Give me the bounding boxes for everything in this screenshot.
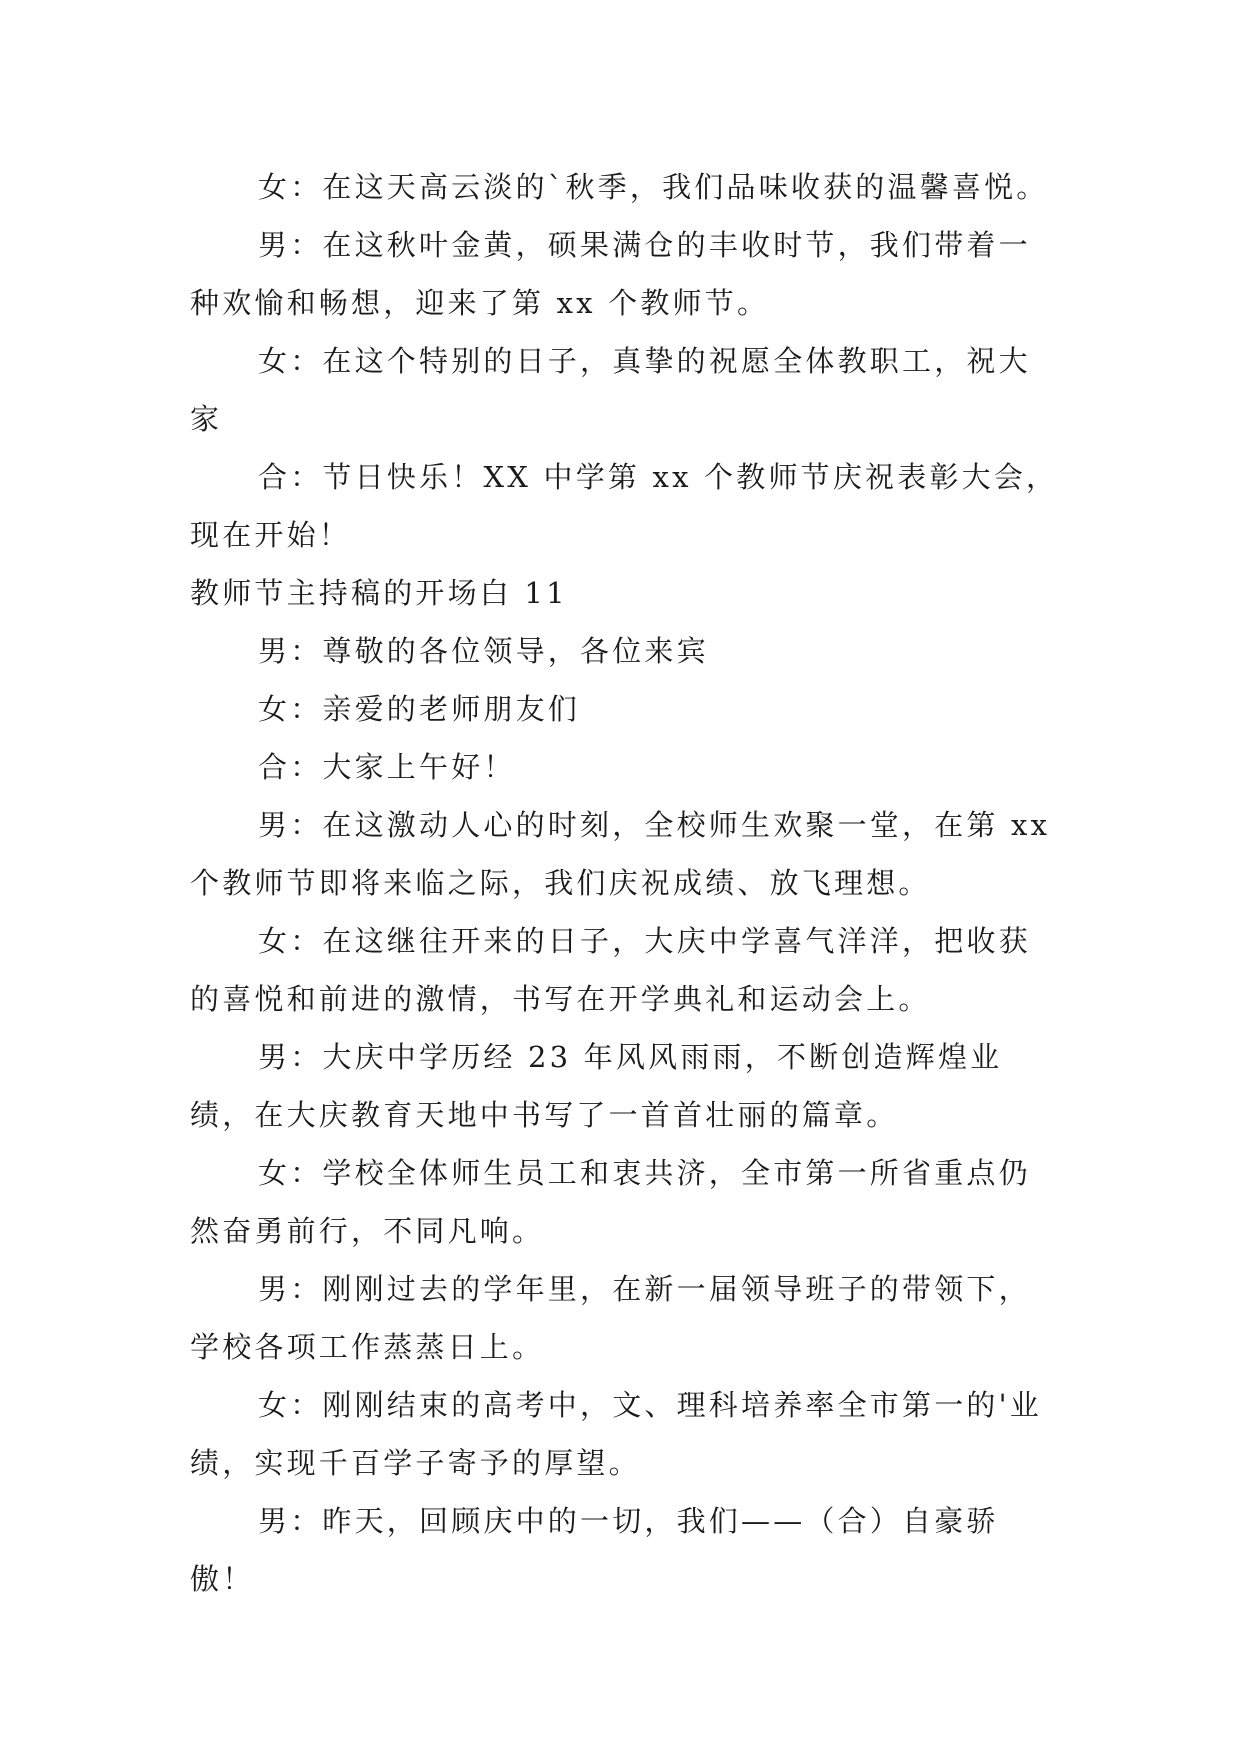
paragraph: 女：亲爱的老师朋友们 xyxy=(258,692,581,726)
paragraph: 合：大家上午好！ xyxy=(258,750,516,784)
paragraph: 男：刚刚过去的学年里，在新一届领导班子的带领下，学校各项工作蒸蒸日上。 xyxy=(190,1272,1031,1364)
paragraph: 合：节日快乐！XX 中学第 xx 个教师节庆祝表彰大会，现在开始！ xyxy=(190,460,1059,552)
paragraph: 女：在这个特别的日子，真挚的祝愿全体教职工，祝大家 xyxy=(190,344,1031,436)
document-page xyxy=(190,158,1060,1608)
section-heading: 教师节主持稿的开场白 11 xyxy=(190,576,568,610)
paragraph: 男：大庆中学历经 23 年风风雨雨，不断创造辉煌业绩，在大庆教育天地中书写了一首首壮丽的篇章。 xyxy=(190,1040,1003,1132)
paragraph: 女：在这天高云淡的`秋季，我们品味收获的温馨喜悦。 xyxy=(258,170,1049,204)
paragraph: 男：在这秋叶金黄，硕果满仓的丰收时节，我们带着一种欢愉和畅想，迎来了第 xx 个教师节。 xyxy=(190,228,1031,320)
paragraph: 女：在这继往开来的日子，大庆中学喜气洋洋，把收获的喜悦和前进的激情，书写在开学典礼和运动会上。 xyxy=(190,924,1031,1016)
paragraph: 男：在这激动人心的时刻，全校师生欢聚一堂，在第 xx 个教师节即将来临之际，我们庆祝成绩、放飞理想。 xyxy=(190,808,1051,900)
paragraph: 男：尊敬的各位领导，各位来宾 xyxy=(258,634,709,668)
paragraph: 女：学校全体师生员工和衷共济，全市第一所省重点仍然奋勇前行，不同凡响。 xyxy=(190,1156,1031,1248)
paragraph: 女：刚刚结束的高考中，文、理科培养率全市第一的'业绩，实现千百学子寄予的厚望。 xyxy=(190,1388,1042,1480)
paragraph: 男：昨天，回顾庆中的一切，我们——（合）自豪骄傲！ xyxy=(190,1504,999,1596)
